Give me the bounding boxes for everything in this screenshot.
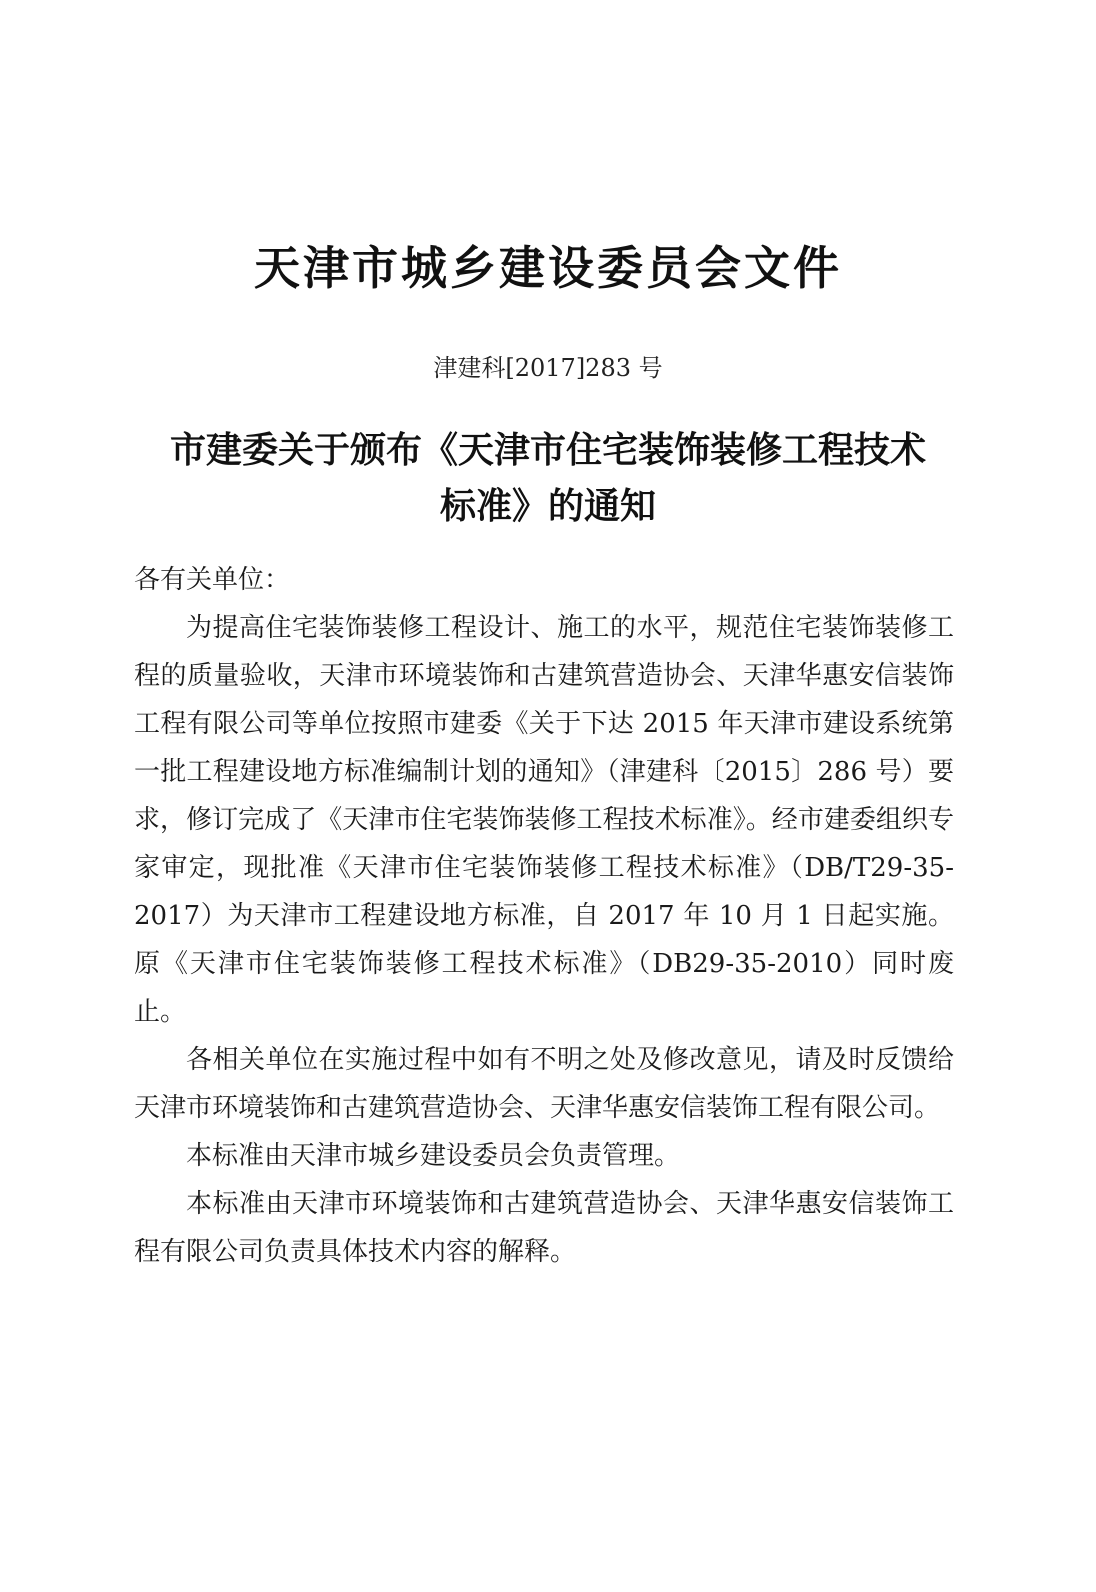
paragraph-2: 各相关单位在实施过程中如有不明之处及修改意见，请及时反馈给天津市环境装饰和古建筑营造协会、天津华惠安信装饰工程有限公司。 <box>134 1045 954 1123</box>
salutation: 各有关单位： <box>134 565 291 595</box>
notice-title-line-2: 标准》的通知 <box>439 485 656 527</box>
document-number: 津建科[2017]283 号 <box>433 354 663 382</box>
issuer-heading: 天津市城乡建设委员会文件 <box>254 241 842 295</box>
paragraph-4: 本标准由天津市环境装饰和古建筑营造协会、天津华惠安信装饰工程有限公司负责具体技术内容的解释。 <box>134 1189 954 1267</box>
paragraph-1: 为提高住宅装饰装修工程设计、施工的水平，规范住宅装饰装修工程的质量验收，天津市环境装饰和古建筑营造协会、天津华惠安信装饰工程有限公司等单位按照市建委《关于下达 2015 年天津市建设系统第一批工程建设地方标准编制计划的通知》（津建科〔2015〕286 号）要求，修订完成了《天津市住宅装饰装修工程技术标准》。经市建委组织专家审定，现批准《天津市住宅装饰装修工程技术标准》（DB/T29-35-2017）为天津市工程建设地方标准，自 2017 年 10 月 1 日起实施。原《天津市住宅装饰装修工程技术标准》（DB29-35-2010）同时废止。 <box>134 613 954 1027</box>
notice-title-line-1: 市建委关于颁布《天津市住宅装饰装修工程技术 <box>169 429 926 471</box>
notice-title <box>134 422 962 534</box>
paragraph-3: 本标准由天津市城乡建设委员会负责管理。 <box>186 1141 681 1171</box>
notice-body <box>134 556 954 1276</box>
